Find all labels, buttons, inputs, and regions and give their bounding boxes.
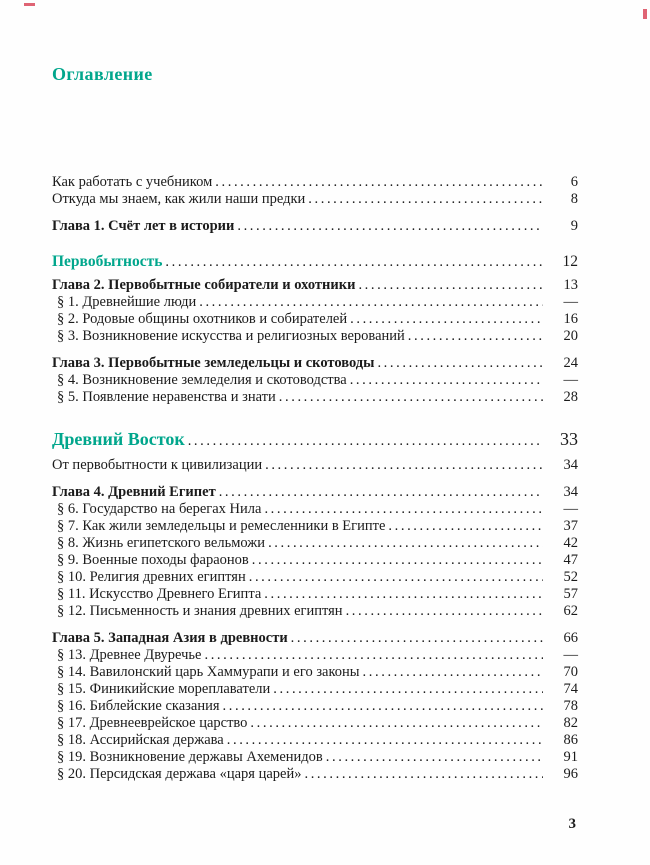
- toc-entry-label: § 13. Древнее Двуречье: [57, 647, 202, 663]
- toc-entry-label: § 2. Родовые общины охотников и собирателей: [57, 311, 348, 327]
- toc-entry: [52, 535, 578, 552]
- dot-leader: [388, 518, 543, 535]
- toc-entry-label: Глава 1. Счёт лет в истории: [52, 218, 235, 234]
- toc-block: [52, 428, 578, 452]
- toc-entry: [52, 698, 578, 715]
- toc-entry-page: 47: [563, 552, 578, 568]
- toc-block: [52, 252, 578, 272]
- toc-entry-label: Глава 5. Западная Азия в древности: [52, 630, 288, 646]
- toc-entry-label: § 7. Как жили земледельцы и ремесленники в Египте: [57, 518, 386, 534]
- dot-leader: [346, 603, 543, 620]
- dot-leader: [408, 328, 543, 345]
- toc-entry: [52, 311, 578, 328]
- dot-leader: [204, 647, 543, 664]
- toc-entry-page: 33: [560, 429, 578, 449]
- dot-leader: [358, 277, 543, 294]
- toc-entry: [52, 457, 578, 474]
- toc-entry-label: § 3. Возникновение искусства и религиозных верований: [57, 328, 405, 344]
- toc-entry-label: § 15. Финикийские мореплаватели: [57, 681, 271, 697]
- toc-entry-page: 42: [563, 535, 578, 551]
- toc-entry-page: 24: [563, 355, 578, 371]
- dot-leader: [291, 630, 543, 647]
- toc-entry-page: 57: [563, 586, 578, 602]
- page-number: 3: [568, 816, 576, 832]
- toc-entry: [52, 518, 578, 535]
- dot-leader: [377, 355, 543, 372]
- toc-entry-label: Глава 3. Первобытные земледельцы и скотоводы: [52, 355, 375, 371]
- toc-entry-page: 78: [563, 698, 578, 714]
- dot-leader: [268, 535, 543, 552]
- toc-entry-label: § 1. Древнейшие люди: [57, 294, 197, 310]
- toc-entry-label: Глава 2. Первобытные собиратели и охотники: [52, 277, 356, 293]
- toc-block: [52, 277, 578, 345]
- toc-entry: [52, 294, 578, 311]
- toc-entry-page: 62: [563, 603, 578, 619]
- toc-entry-page: 8: [570, 191, 578, 207]
- toc-entry-label: § 8. Жизнь египетского вельможи: [57, 535, 266, 551]
- toc-entry: [52, 630, 578, 647]
- dot-leader: [363, 664, 543, 681]
- toc-entry: [52, 252, 578, 272]
- toc-entry-label: § 17. Древнееврейское царство: [57, 715, 248, 731]
- toc-block: [52, 174, 578, 208]
- toc-entry-page: 91: [563, 749, 578, 765]
- toc-entry-label: § 9. Военные походы фараонов: [57, 552, 249, 568]
- dot-leader: [237, 218, 543, 235]
- dot-leader: [223, 698, 543, 715]
- dot-leader: [219, 484, 543, 501]
- page-title: Оглавление: [52, 64, 153, 84]
- toc-entry-page: 28: [563, 389, 578, 405]
- toc-entry: [52, 732, 578, 749]
- toc-entry-page: —: [563, 294, 578, 310]
- toc-entry-page: 9: [570, 218, 578, 234]
- toc-entry: [52, 501, 578, 518]
- toc-entry: [52, 681, 578, 698]
- toc-entry-label: § 4. Возникновение земледелия и скотоводства: [57, 372, 347, 388]
- toc-entry: [52, 355, 578, 372]
- dot-leader: [279, 389, 543, 406]
- dot-leader: [308, 191, 543, 208]
- toc-entry: [52, 586, 578, 603]
- dot-leader: [199, 294, 543, 311]
- toc-entry-label: Древний Восток: [52, 429, 185, 449]
- toc-entry-page: 70: [563, 664, 578, 680]
- toc-entry-label: § 14. Вавилонский царь Хаммурапи и его законы: [57, 664, 360, 680]
- toc-block: [52, 218, 578, 235]
- toc-entry-label: § 11. Искусство Древнего Египта: [57, 586, 262, 602]
- toc-list: [52, 174, 578, 783]
- toc-entry-label: § 19. Возникновение державы Ахеменидов: [57, 749, 323, 765]
- toc-entry-label: § 16. Библейские сказания: [57, 698, 220, 714]
- toc-entry-page: 12: [562, 253, 578, 270]
- toc-entry: [52, 484, 578, 501]
- dot-leader: [249, 569, 543, 586]
- toc-entry-page: 82: [563, 715, 578, 731]
- dot-leader: [326, 749, 543, 766]
- dot-leader: [350, 372, 543, 389]
- toc-entry: [52, 603, 578, 620]
- dot-leader: [304, 766, 543, 783]
- toc-entry-label: Глава 4. Древний Египет: [52, 484, 216, 500]
- toc-entry-page: 37: [563, 518, 578, 534]
- toc-entry-page: 96: [563, 766, 578, 782]
- toc-entry: [52, 328, 578, 345]
- toc-entry: [52, 277, 578, 294]
- toc-entry-page: 13: [563, 277, 578, 293]
- toc-entry-page: 6: [570, 174, 578, 190]
- dot-leader: [264, 586, 543, 603]
- dot-leader: [165, 252, 543, 272]
- dot-leader: [188, 428, 543, 452]
- toc-entry-page: 52: [563, 569, 578, 585]
- toc-entry: [52, 372, 578, 389]
- toc-entry: [52, 766, 578, 783]
- toc-entry: [52, 552, 578, 569]
- toc-entry: [52, 647, 578, 664]
- toc-entry-label: § 18. Ассирийская держава: [57, 732, 224, 748]
- toc-entry: [52, 218, 578, 235]
- toc-entry: [52, 191, 578, 208]
- toc-entry-label: Первобытность: [52, 253, 163, 270]
- toc-entry-page: 74: [563, 681, 578, 697]
- toc-entry-page: 66: [563, 630, 578, 646]
- toc-entry: [52, 389, 578, 406]
- toc-entry-page: —: [563, 501, 578, 517]
- toc-entry-label: Как работать с учебником: [52, 174, 213, 190]
- toc-block: [52, 355, 578, 406]
- toc-entry-page: 86: [563, 732, 578, 748]
- toc-entry-page: —: [563, 372, 578, 388]
- toc-entry-label: § 6. Государство на берегах Нила: [57, 501, 262, 517]
- dot-leader: [252, 552, 543, 569]
- dot-leader: [350, 311, 543, 328]
- toc-entry: [52, 569, 578, 586]
- toc-entry-page: 20: [563, 328, 578, 344]
- scan-artifact-mark: [24, 3, 35, 6]
- dot-leader: [265, 457, 543, 474]
- dot-leader: [250, 715, 543, 732]
- toc-entry-page: 16: [563, 311, 578, 327]
- toc-entry-label: § 12. Письменность и знания древних египтян: [57, 603, 343, 619]
- toc-entry-label: § 20. Персидская держава «царя царей»: [57, 766, 302, 782]
- toc-block: [52, 457, 578, 474]
- dot-leader: [273, 681, 543, 698]
- toc-entry-page: 34: [563, 457, 578, 473]
- scan-artifact-mark: [643, 9, 647, 19]
- dot-leader: [215, 174, 543, 191]
- toc-entry: [52, 664, 578, 681]
- toc-block: [52, 484, 578, 620]
- toc-entry-label: Откуда мы знаем, как жили наши предки: [52, 191, 306, 207]
- toc-entry-label: § 10. Религия древних египтян: [57, 569, 246, 585]
- dot-leader: [227, 732, 543, 749]
- dot-leader: [264, 501, 543, 518]
- toc-entry: [52, 428, 578, 452]
- toc-entry-page: 34: [563, 484, 578, 500]
- toc-entry-label: От первобытности к цивилизации: [52, 457, 263, 473]
- toc-block: [52, 630, 578, 783]
- toc-entry: [52, 174, 578, 191]
- toc-entry-page: —: [563, 647, 578, 663]
- toc-entry-label: § 5. Появление неравенства и знати: [57, 389, 276, 405]
- toc-entry: [52, 715, 578, 732]
- toc-entry: [52, 749, 578, 766]
